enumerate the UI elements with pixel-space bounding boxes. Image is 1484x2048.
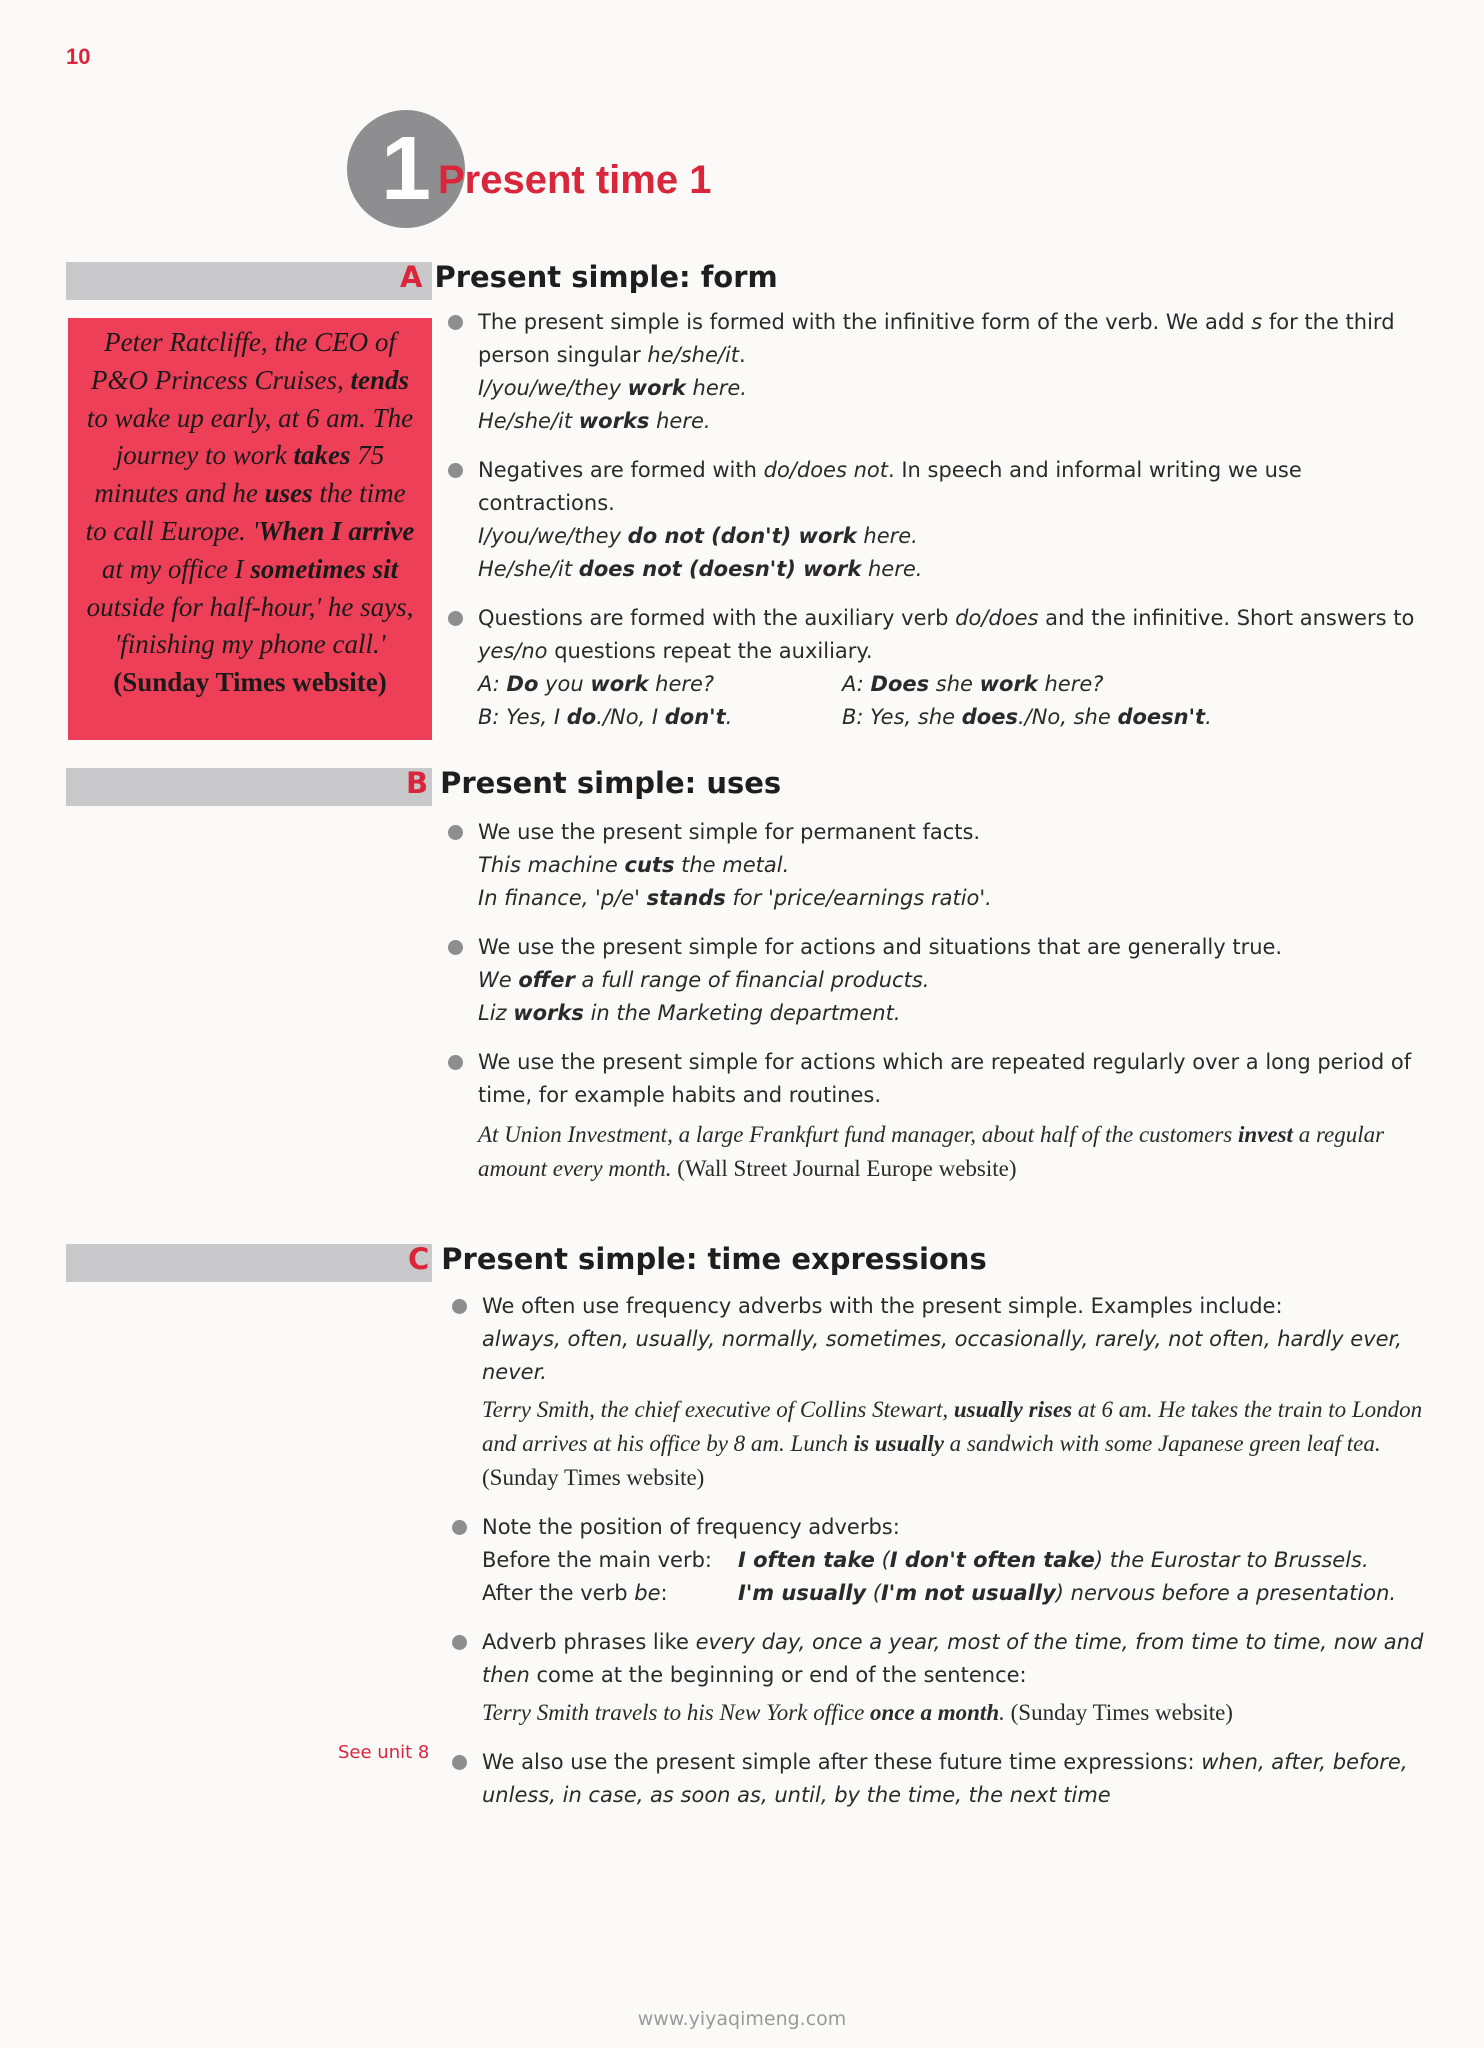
qa-row-2 <box>478 701 1440 734</box>
text: is usually <box>853 1431 944 1456</box>
text: ./No, she <box>1017 705 1118 729</box>
text: do not (don't) work <box>627 524 857 548</box>
quote-bold-5: sometimes sit <box>250 553 399 584</box>
text: she <box>929 672 980 696</box>
bullet-dot <box>448 611 463 626</box>
quote-text-2: to wake up early, at 6 am. The journey to work <box>86 402 414 471</box>
text: does <box>961 705 1018 729</box>
quote-text-6: outside for half-hour,' he says, 'finishing my phone call.' <box>86 591 414 660</box>
quote-text-5: at my office I <box>101 553 251 584</box>
section-c-title: Present simple: time expressions <box>441 1242 987 1276</box>
text: . <box>1205 705 1212 729</box>
text: I'm not usually <box>880 1581 1056 1605</box>
footer-url: www.yiyaqimeng.com <box>637 2008 847 2030</box>
text: . <box>739 343 746 367</box>
text: I/you/we/they <box>478 524 628 548</box>
section-a-bullet-3 <box>478 602 1440 734</box>
text: do/does not <box>763 458 888 482</box>
text: you <box>538 672 591 696</box>
quote-text-1: Peter Ratcliffe, the CEO of P&O Princess Cruises, <box>90 327 396 395</box>
text: doesn't <box>1117 705 1206 729</box>
text: He/she/it <box>478 557 579 581</box>
example <box>478 997 1440 1030</box>
example <box>478 849 1440 882</box>
text: We <box>478 968 519 992</box>
text: The present simple is formed with the infinitive form of the verb. We add <box>478 310 1252 334</box>
text: work <box>627 376 686 400</box>
unit-title: Present time 1 <box>438 158 712 202</box>
text: work <box>590 672 649 696</box>
text: when, after, before, unless, in case, as soon as, until, by the time, the next time <box>482 1750 1408 1807</box>
qa-row-1 <box>478 668 1440 701</box>
section-a-letter: A <box>400 260 423 294</box>
adverb-position-row-1 <box>482 1544 1444 1577</box>
text: Adverb phrases like <box>482 1630 696 1654</box>
text: here. <box>856 524 918 548</box>
text: Terry Smith, the chief executive of Collins Stewart, <box>482 1397 954 1422</box>
example <box>478 553 1440 586</box>
row-label <box>482 1577 738 1610</box>
bullet-dot <box>452 1755 467 1770</box>
bullet-dot <box>452 1520 467 1535</box>
text: a sandwich with some Japanese green leaf tea. <box>943 1431 1381 1456</box>
text: here. <box>685 376 747 400</box>
text: At Union Investment, a large Frankfurt fund manager, about half of the customers <box>478 1122 1238 1147</box>
quote-bold-2: takes <box>293 440 351 471</box>
text: questions repeat the auxiliary. <box>547 639 873 663</box>
page-number: 10 <box>66 44 91 69</box>
text: . <box>725 705 733 729</box>
text: We also use the present simple after these future time expressions: <box>482 1750 1202 1774</box>
example <box>478 372 1440 405</box>
quote-text-3: 75 minutes and he <box>94 440 385 509</box>
quote-text-4: the time to call Europe. ' <box>85 478 406 546</box>
example <box>478 964 1440 997</box>
section-c-bullet-4 <box>482 1746 1444 1812</box>
text: here. <box>649 409 711 433</box>
section-b-heading <box>406 766 781 800</box>
section-b-bullet-2 <box>478 931 1440 1030</box>
text: We use the present simple for actions and situations that are generally true. <box>478 935 1283 959</box>
text: the metal. <box>674 853 790 877</box>
text: ( <box>874 1548 890 1572</box>
text: be <box>634 1581 661 1605</box>
section-b-bullet-1 <box>478 816 1440 915</box>
text: ( <box>866 1581 881 1605</box>
text: Negatives are formed with <box>478 458 764 482</box>
text: We use the present simple for permanent facts. <box>478 820 981 844</box>
text: works <box>513 1001 584 1025</box>
bullet-dot <box>448 940 463 955</box>
text: Note the position of frequency adverbs: <box>482 1515 900 1539</box>
adverb-position-row-2 <box>482 1577 1444 1610</box>
bullet-dot <box>448 463 463 478</box>
bullet-dot <box>448 825 463 840</box>
source: (Sunday Times website) <box>1010 1700 1233 1725</box>
text: here? <box>648 672 715 696</box>
text: B: Yes, she <box>842 705 962 729</box>
section-b-bullet-3 <box>478 1046 1440 1186</box>
text: I don't often take <box>889 1548 1095 1572</box>
source: (Sunday Times website) <box>482 1465 705 1490</box>
bullet-dot <box>448 1055 463 1070</box>
section-c-bullet-1 <box>482 1290 1444 1495</box>
text: and the infinitive. Short answers to <box>1038 606 1415 630</box>
text: ) nervous before a presentation. <box>1055 1581 1397 1605</box>
text: s <box>1251 310 1263 334</box>
section-b-title: Present simple: uses <box>440 766 782 800</box>
section-c-letter: C <box>408 1242 430 1276</box>
quote-box <box>68 318 432 740</box>
text: . In speech and informal writing we use contractions. <box>478 458 1302 515</box>
text: I'm usually <box>738 1581 867 1605</box>
section-c-band <box>66 1244 432 1282</box>
text: once a month <box>870 1700 1000 1725</box>
example <box>478 520 1440 553</box>
example <box>482 1696 1444 1730</box>
text: don't <box>664 705 726 729</box>
text: . <box>999 1700 1011 1725</box>
text: This machine <box>478 853 625 877</box>
section-c-heading <box>408 1242 987 1276</box>
text: ) the Eurostar to Brussels. <box>1094 1548 1369 1572</box>
section-a-title: Present simple: form <box>434 260 778 294</box>
text: does not (doesn't) work <box>578 557 862 581</box>
section-a-content <box>478 306 1440 734</box>
text: a regular amount every month. <box>478 1122 1385 1181</box>
section-a-band <box>66 262 432 300</box>
text: Liz <box>478 1001 514 1025</box>
text: He/she/it <box>478 409 579 433</box>
text: A: <box>478 672 507 696</box>
text: work <box>979 672 1038 696</box>
text: come at the beginning or end of the sentence: <box>529 1663 1027 1687</box>
unit-number: 1 <box>380 118 432 219</box>
text: : <box>660 1581 668 1605</box>
text: yes/no <box>478 639 548 663</box>
section-c-content <box>482 1290 1444 1812</box>
text: We often use frequency adverbs with the present simple. Examples include: <box>482 1294 1283 1318</box>
text: do <box>566 705 597 729</box>
section-c-bullet-2 <box>482 1511 1444 1610</box>
bullet-dot <box>452 1635 467 1650</box>
section-b-band <box>66 768 432 806</box>
text: every day, once a year, most of the time, from time to time, now and then <box>482 1630 1424 1687</box>
section-b-content <box>478 816 1440 1186</box>
quote-source: (Sunday Times website) <box>113 667 387 698</box>
quote-bold-4: When I arrive <box>258 515 415 546</box>
text: a full range of financial products. <box>574 968 930 992</box>
bullet-dot <box>448 315 463 330</box>
adverb-list: always, often, usually, normally, sometimes, occasionally, rarely, not often, hardly ever, never. <box>482 1327 1402 1384</box>
text: Terry Smith travels to his New York office <box>482 1700 871 1725</box>
text: usually rises <box>953 1397 1073 1422</box>
text: here? <box>1037 672 1104 696</box>
example <box>478 882 1440 915</box>
text: Questions are formed with the auxiliary verb <box>478 606 956 630</box>
quote-bold-3: uses <box>264 478 313 509</box>
text: here. <box>861 557 923 581</box>
section-a-heading <box>400 260 778 294</box>
text: do/does <box>955 606 1039 630</box>
quote-bold-1: tends <box>350 364 409 395</box>
text: We use the present simple for actions which are repeated regularly over a long period of time, for example habits and routines. <box>478 1050 1412 1107</box>
text: After the verb <box>482 1581 635 1605</box>
text: I often take <box>738 1548 875 1572</box>
text: Do <box>506 672 539 696</box>
section-b-letter: B <box>406 766 429 800</box>
text: A: <box>842 672 871 696</box>
section-c-bullet-3 <box>482 1626 1444 1730</box>
row-label: Before the main verb: <box>482 1548 713 1572</box>
text: Does <box>870 672 930 696</box>
example <box>478 405 1440 438</box>
text: for the third person singular <box>478 310 1395 367</box>
example <box>478 1118 1440 1186</box>
example <box>482 1393 1444 1495</box>
text: I/you/we/they <box>478 376 628 400</box>
text: for 'price/earnings ratio'. <box>725 886 992 910</box>
text: he/she/it <box>647 343 740 367</box>
source: (Wall Street Journal Europe website) <box>677 1156 1017 1181</box>
section-a-bullet-1 <box>478 306 1440 438</box>
text: cuts <box>624 853 675 877</box>
text: works <box>578 409 650 433</box>
bullet-dot <box>452 1299 467 1314</box>
text: B: Yes, I <box>478 705 567 729</box>
text: offer <box>518 968 575 992</box>
text: in the Marketing department. <box>583 1001 901 1025</box>
text: invest <box>1238 1122 1293 1147</box>
text: at 6 am. He takes the train to London and arrives at his office by 8 am. Lunch <box>482 1397 1423 1456</box>
see-unit-link[interactable]: See unit 8 <box>338 1742 430 1763</box>
text: stands <box>646 886 726 910</box>
text: In finance, 'p/e' <box>478 886 647 910</box>
section-a-bullet-2 <box>478 454 1440 586</box>
text: ./No, I <box>596 705 665 729</box>
